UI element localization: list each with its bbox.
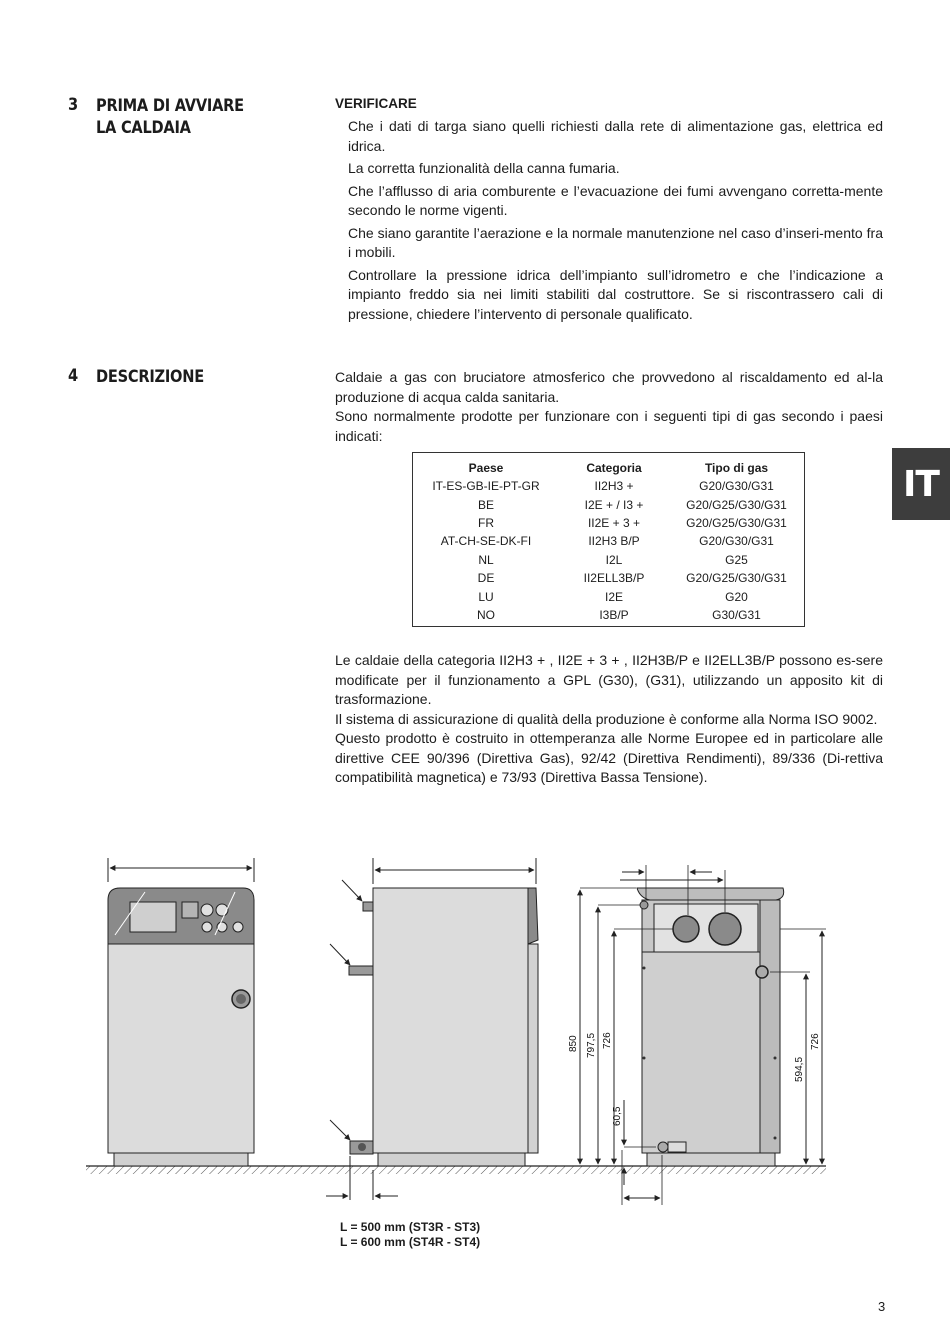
page-number: 3 — [878, 1299, 886, 1314]
dim-label: 797,5 — [586, 1032, 597, 1058]
table-row — [413, 551, 804, 569]
cell-country: NL — [478, 552, 494, 567]
gas-category-table — [412, 452, 805, 627]
cell-gas: G20/G25/G30/G31 — [686, 571, 787, 586]
table-row — [413, 606, 804, 624]
section-3-title: PRIMA DI AVVIARE LA CALDAIA — [96, 96, 244, 138]
cell-gas: G20/G30/G31 — [699, 479, 774, 494]
cell-category: II2H3 + — [594, 479, 634, 494]
verify-heading: VERIFICARE — [335, 96, 417, 111]
verify-item: Che siano garantite l’aerazione e la normale manutenzione nel caso d’inseri-mento fra i mobili. — [348, 224, 883, 260]
legend-line: L = 500 mm (ST3R - ST3) — [340, 1220, 481, 1234]
verify-item: Che i dati di targa siano quelli richiesti dalla rete di alimentazione gas, elettrica ed idrica. — [348, 118, 883, 154]
table-row — [413, 495, 804, 513]
front-view — [108, 858, 254, 1166]
dim-label: 726 — [810, 1033, 821, 1050]
table-row — [413, 514, 804, 532]
back-view — [580, 865, 826, 1205]
boiler-dimension-drawing — [0, 845, 950, 1265]
intro-paragraph: Sono normalmente prodotte per funzionare con i seguenti tipi di gas secondo i paesi indicati: — [335, 408, 883, 444]
dim-label: 60,5 — [612, 1106, 623, 1126]
cell-country: AT-CH-SE-DK-FI — [440, 534, 532, 549]
table-header: Tipo di gas — [704, 460, 769, 475]
cell-category: I3B/P — [599, 607, 629, 622]
cell-country: DE — [477, 571, 495, 586]
cell-gas: G20/G25/G30/G31 — [686, 515, 787, 530]
description-details — [335, 651, 883, 788]
cell-gas: G25 — [725, 552, 748, 567]
cell-country: BE — [477, 497, 494, 512]
language-tab: IT — [892, 448, 950, 520]
cell-category: II2E + 3 + — [587, 515, 641, 530]
table-row — [413, 532, 804, 550]
verify-item: Che l’afflusso di aria comburente e l’evacuazione dei fumi avvengano corretta-mente secondo le norme vigenti. — [348, 182, 883, 218]
cell-country: IT-ES-GB-IE-PT-GR — [432, 479, 540, 494]
detail-paragraph: Le caldaie della categoria II2H3 + , II2E + 3 + , II2H3B/P e II2ELL3B/P possono es-sere modificate per il funzionamento a GPL (G30), (G31), utilizzando un apposito kit di trasformazione. — [335, 652, 883, 707]
intro-paragraph: Caldaie a gas con bruciatore atmosferico che provvedono al riscaldamento ed al-la produzione di acqua calda sanitaria. — [335, 369, 883, 405]
description-intro — [335, 368, 883, 446]
verify-item: Controllare la pressione idrica dell’impianto sull’idrometro e che l’indicazione a impianto freddo sia nei limiti stabiliti dal costruttore. Se si riscontrassero cali di pressione, chiedere l’intervento di personale qualificato. — [348, 266, 883, 322]
side-view — [326, 858, 538, 1200]
verify-item: La corretta funzionalità della canna fumaria. — [348, 160, 620, 176]
cell-gas: G30/G31 — [712, 607, 761, 622]
cell-category: I2E — [604, 589, 623, 604]
detail-paragraph: Questo prodotto è costruito in ottemperanza alle Norme Europee ed in particolare alle direttive CEE 90/396 (Direttiva Gas), 92/42 (Direttiva Rendimenti), 89/336 (Di-rettiva compatibilità magnetica) e 73/93 (Direttiva Bassa Tensione). — [335, 730, 883, 785]
dimension-legend — [340, 1220, 480, 1250]
section-4-number: 4 — [68, 366, 78, 386]
cell-gas: G20/G25/G30/G31 — [686, 497, 787, 512]
cell-gas: G20/G30/G31 — [699, 534, 774, 549]
detail-paragraph: Il sistema di assicurazione di qualità della produzione è conforme alla Norma ISO 9002. — [335, 710, 878, 727]
cell-country: NO — [477, 607, 495, 622]
section-3-number: 3 — [68, 95, 78, 115]
cell-gas: G20 — [725, 589, 748, 604]
cell-category: I2L — [605, 552, 623, 567]
table-header: Categoria — [586, 460, 642, 475]
cell-category: II2H3 B/P — [588, 534, 640, 549]
table-header: Paese — [468, 460, 504, 475]
floor-line — [86, 1166, 826, 1174]
cell-category: II2ELL3B/P — [583, 571, 645, 586]
cell-country: LU — [478, 589, 494, 604]
verify-list — [348, 117, 883, 327]
table-row — [413, 587, 804, 605]
table-row — [413, 477, 804, 495]
section-4-title: DESCRIZIONE — [96, 367, 204, 387]
legend-line: L = 600 mm (ST4R - ST4) — [340, 1235, 481, 1249]
dim-label: 726 — [602, 1032, 613, 1049]
cell-category: I2E + / I3 + — [584, 497, 644, 512]
cell-country: FR — [478, 515, 494, 530]
dim-label: 850 — [568, 1035, 579, 1052]
table-row — [413, 569, 804, 587]
dim-label: 594,5 — [794, 1056, 805, 1082]
